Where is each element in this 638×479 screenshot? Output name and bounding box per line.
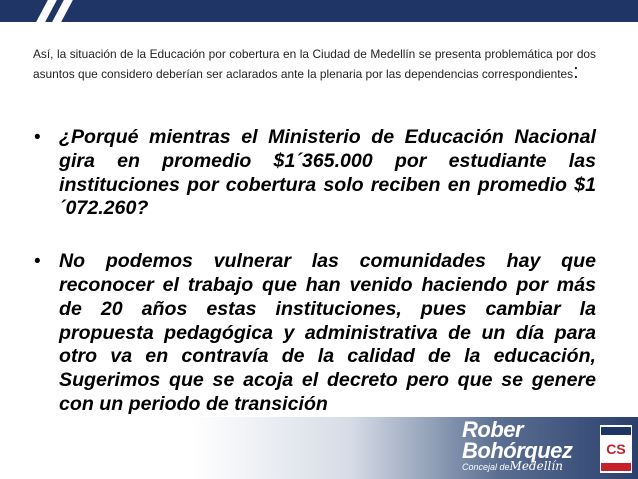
intro-paragraph [33, 44, 596, 84]
footer-banner [0, 417, 638, 479]
intro-colon: : [573, 60, 579, 83]
logo-last-name: Bohórquez [462, 438, 573, 463]
logo-tagline [462, 461, 572, 472]
bullet-item [34, 250, 596, 417]
bullet-list [34, 126, 596, 417]
bullet-marker: • [34, 251, 41, 273]
logo-text [462, 419, 572, 472]
badge-text: CS [606, 441, 626, 457]
top-banner [0, 0, 638, 22]
logo-tagline-city: Medellín [509, 459, 563, 473]
bullet-item [34, 126, 596, 221]
bullet-marker: • [34, 127, 41, 148]
logo [462, 419, 594, 473]
bullet-text: No podemos vulnerar las comunidades hay que reconocer el trabajo que han venido haciendo por más de 20 años estas instituciones, pues cambiar la propuesta pedagógica y administrativa de un día para otro va en contravía de la calidad de la educación, Sugerimos que se acoja el decreto pero que se genere con un periodo de transición [59, 250, 596, 415]
intro-text: Así, la situación de la Educación por cobertura en la Ciudad de Medellín se presenta problemática por dos asuntos que considero deberían ser aclarados ante la plenaria por las dependencias correspondientes [33, 46, 596, 81]
bullet-text: ¿Porqué mientras el Ministerio de Educación Nacional gira en promedio $1´365.000 por estudiante las instituciones por cobertura solo reciben en promedio $1´072.260? [59, 126, 596, 220]
logo-first-name: Rober [462, 417, 524, 442]
party-badge-icon [600, 425, 632, 473]
logo-tagline-prefix: Concejal de [462, 462, 510, 472]
